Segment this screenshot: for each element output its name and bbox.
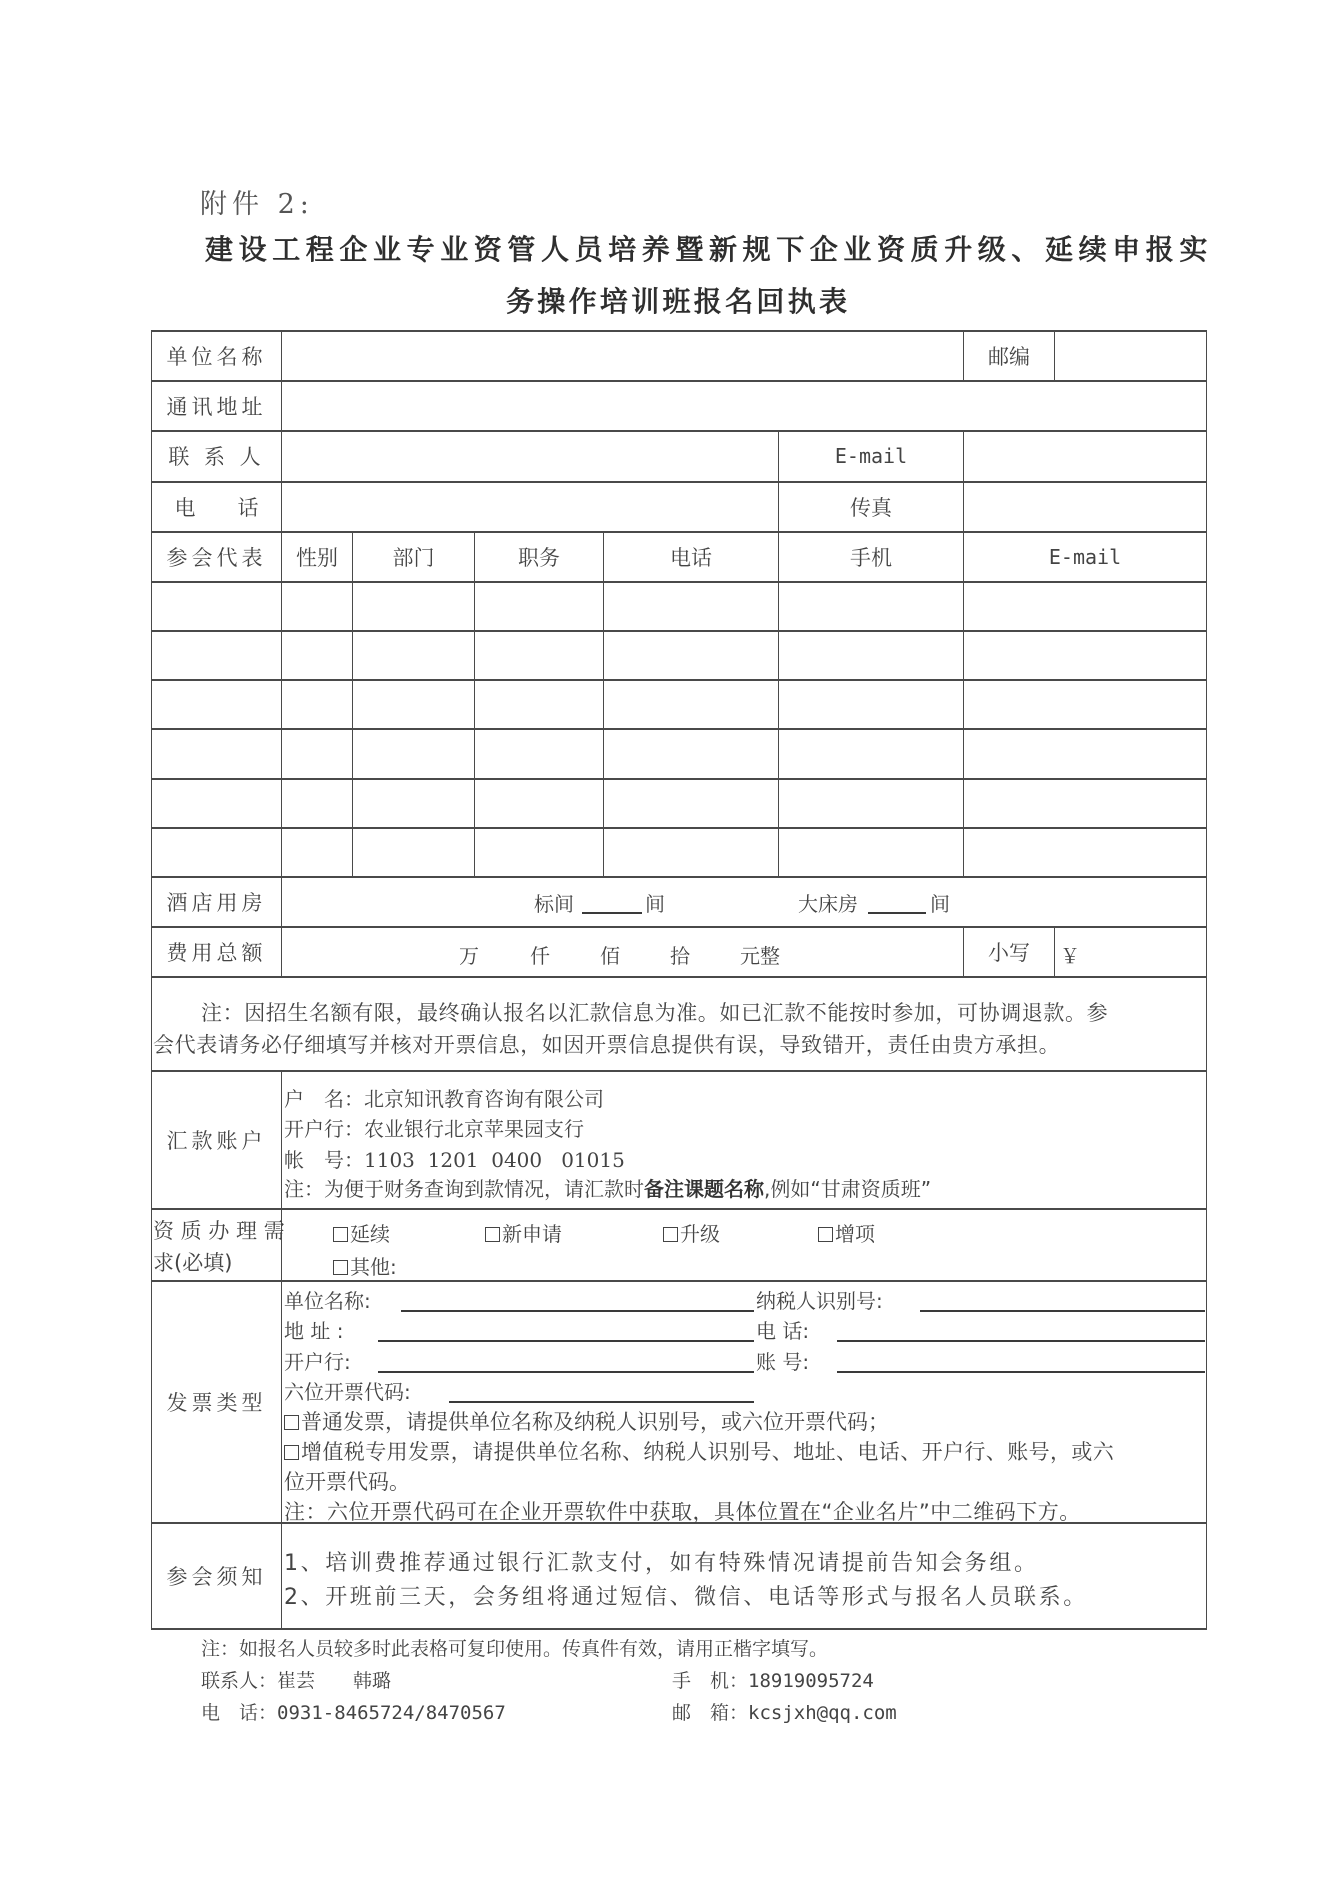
contact-email-field[interactable] [965,432,1205,480]
qualification-label-line2: 求(必填) [153,1251,233,1275]
twin-room-count-field[interactable] [582,912,642,914]
footer-mobile-number: 18919095724 [748,1670,874,1692]
king-room-count-field[interactable] [868,912,926,914]
attendee-header-email: E-mail [1048,544,1122,569]
invoice-bank-label: 开户行: [284,1350,351,1374]
checkbox-icon[interactable] [284,1415,299,1430]
fee-small-label: 小写 [988,940,1030,965]
hotel-label: 酒店用房 [166,890,267,915]
attendee-cell-1[interactable] [283,780,351,826]
bank-row [284,1113,584,1142]
twin-room-prefix: 标间 [534,892,574,916]
attendee-cell-2[interactable] [354,780,473,826]
invoice-address-label: 地 址 : [284,1319,344,1343]
attendee-cell-5[interactable] [780,632,962,678]
attachment-label: 附件 2: [200,189,314,220]
qualification-label-line1: 资 质 办 理 需 [153,1219,285,1243]
checkbox-icon[interactable] [663,1227,678,1242]
footer-phone-number: 0931-8465724/8470567 [277,1702,506,1724]
remittance-label: 汇款账户 [166,1128,267,1153]
checkbox-icon[interactable] [485,1227,500,1242]
fee-unit-yuan: 元整 [740,944,780,968]
checkbox-icon[interactable] [818,1227,833,1242]
attendee-cell-0[interactable] [153,780,280,826]
account-name-row [284,1083,604,1112]
checkbox-icon[interactable] [333,1227,348,1242]
invoice-tax-id-field[interactable] [920,1310,1205,1312]
attendee-cell-6[interactable] [965,681,1205,727]
attendee-header-position: 职务 [518,545,560,570]
invoice-option-vat-line2: 位开票代码。 [284,1470,410,1494]
footer-email [672,1698,897,1725]
attendee-header-rep: 参会代表 [166,545,267,570]
notice-label: 参会须知 [166,1564,267,1589]
account-number-label: 帐 号： [284,1148,364,1172]
invoice-option-normal[interactable] [284,1406,889,1436]
checkbox-icon[interactable] [284,1445,299,1460]
invoice-address-field[interactable] [378,1340,754,1342]
twin-room-suffix: 间 [645,892,665,916]
option-label: 增项 [835,1222,875,1246]
attendee-header-phone: 电话 [670,545,712,570]
table-border [1206,330,1207,1629]
table-border [151,1628,1207,1630]
attendee-header-mobile: 手机 [850,545,892,570]
address-label: 通讯地址 [166,394,267,419]
invoice-label: 发票类型 [166,1390,267,1415]
fee-label: 费用总额 [166,940,267,965]
phone-field[interactable] [283,483,777,530]
attendee-cell-6[interactable] [965,632,1205,678]
fee-unit-bai: 佰 [600,944,620,968]
row-divider [151,1280,1207,1282]
invoice-unit-name-field[interactable] [401,1310,754,1312]
remittance-note-suffix: ,例如“甘肃资质班” [764,1177,932,1201]
fee-amount-field[interactable] [1080,928,1205,975]
attendee-cell-1[interactable] [283,632,351,678]
attendee-cell-1[interactable] [283,583,351,629]
footer-contact-label: 联系人： [201,1670,278,1692]
footer-email-label: 邮 箱： [672,1702,749,1724]
attendee-cell-5[interactable] [780,681,962,727]
fee-unit-shi: 拾 [670,944,690,968]
postcode-label: 邮编 [988,344,1030,369]
option-label: 新申请 [502,1222,562,1246]
row-divider [151,1208,1207,1210]
invoice-phone-field[interactable] [837,1340,1205,1342]
attendee-cell-0[interactable] [153,730,280,776]
account-name: 北京知讯教育咨询有限公司 [364,1087,604,1111]
footer-contact-names: 崔芸 韩璐 [277,1670,392,1692]
invoice-tax-id-label: 纳税人识别号: [756,1289,883,1313]
row-divider [151,876,1207,878]
invoice-option-vat-label: 增值税专用发票，请提供单位名称、纳税人识别号、地址、电话、开户行、账号，或六 [301,1440,1115,1464]
contact-label: 联 系 人 [168,445,265,469]
attendee-cell-2[interactable] [354,632,473,678]
option-other[interactable] [333,1251,397,1280]
row-divider [151,1070,1207,1072]
attendee-cell-4[interactable] [605,780,777,826]
attendee-cell-4[interactable] [605,583,777,629]
attendee-cell-1[interactable] [283,681,351,727]
remittance-note-emphasis: 备注课题名称 [644,1177,764,1201]
attendee-cell-2[interactable] [354,681,473,727]
attendee-cell-0[interactable] [153,681,280,727]
account-number: 1103 1201 0400 01015 [364,1148,625,1172]
invoice-option-vat[interactable] [284,1436,1114,1466]
option-label: 升级 [680,1222,720,1246]
attendee-cell-0[interactable] [153,632,280,678]
contact-email-label: E-mail [834,444,908,468]
attendee-header-gender: 性别 [296,545,338,570]
invoice-bank-field[interactable] [378,1371,754,1373]
attendee-header-department: 部门 [392,545,435,570]
attendee-cell-5[interactable] [780,829,962,875]
note-line2: 会代表请务必仔细填写并核对开票信息，如因开票信息提供有误，导致错开，责任由贵方承担。 [153,1033,1061,1057]
remittance-note [284,1173,931,1202]
currency-symbol: ￥ [1060,944,1080,968]
invoice-unit-name-label: 单位名称: [284,1289,371,1313]
invoice-option-normal-label: 普通发票，请提供单位名称及纳税人识别号，或六位开票代码； [301,1410,889,1434]
row-divider [151,976,1207,978]
attendee-cell-4[interactable] [605,681,777,727]
option-renewal[interactable] [333,1218,390,1247]
fee-unit-wan: 万 [459,944,479,968]
option-new-application[interactable] [485,1218,562,1247]
note-line1: 注：因招生名额有限，最终确认报名以汇款信息为准。如已汇款不能按时参加，可协调退款。参 [201,1001,1109,1025]
attendee-cell-6[interactable] [965,583,1205,629]
attendee-cell-3[interactable] [476,681,602,727]
attendee-cell-1[interactable] [283,730,351,776]
checkbox-icon[interactable] [333,1260,348,1275]
attendee-cell-3[interactable] [476,583,602,629]
invoice-phone-label: 电 话: [756,1319,810,1343]
king-room-suffix: 间 [930,892,950,916]
attendee-cell-4[interactable] [605,632,777,678]
footer-mobile [672,1666,874,1693]
col-divider [281,1070,282,1628]
attendee-cell-3[interactable] [476,780,602,826]
invoice-code-label: 六位开票代码: [284,1380,411,1404]
page-title-line2: 务操作培训班报名回执表 [506,285,851,318]
attendee-cell-2[interactable] [354,730,473,776]
account-name-label: 户 名： [284,1087,364,1111]
attendee-cell-0[interactable] [153,583,280,629]
footer-phone [201,1698,506,1725]
attendee-cell-5[interactable] [780,583,962,629]
attendee-cell-4[interactable] [605,730,777,776]
address-field[interactable] [283,382,1205,429]
remittance-note-prefix: 注：为便于财务查询到款情况，请汇款时 [284,1177,644,1201]
option-label: 延续 [350,1222,390,1246]
footer-note: 注：如报名人员较多时此表格可复印使用。传真件有效，请用正楷字填写。 [201,1638,829,1660]
attendee-cell-0[interactable] [153,829,280,875]
contact-field[interactable] [283,432,777,480]
page-title-line1: 建设工程企业专业资管人员培养暨新规下企业资质升级、延续申报实 [205,233,1214,266]
attendee-cell-3[interactable] [476,730,602,776]
phone-label: 电 话 [174,495,259,520]
option-add-item[interactable] [818,1218,875,1247]
bank-name: 农业银行北京苹果园支行 [364,1117,584,1141]
fee-unit-qian: 仟 [530,944,550,968]
attendee-cell-5[interactable] [780,780,962,826]
king-room-prefix: 大床房 [798,892,858,916]
fax-field[interactable] [965,483,1205,530]
attendee-cell-4[interactable] [605,829,777,875]
attendee-cell-1[interactable] [283,829,351,875]
footer-contact [201,1666,391,1693]
attendee-cell-2[interactable] [354,583,473,629]
notice-item: 1、培训费推荐通过银行汇款支付，如有特殊情况请提前告知会务组。 [284,1551,1039,1576]
attendee-cell-6[interactable] [965,780,1205,826]
attendee-cell-3[interactable] [476,632,602,678]
postcode-field[interactable] [1056,332,1205,379]
attendee-cell-3[interactable] [476,829,602,875]
invoice-account-label: 账 号: [756,1350,810,1374]
bank-label: 开户行： [284,1117,364,1141]
account-number-row [284,1144,625,1173]
fax-label: 传真 [850,495,892,520]
unit-name-label: 单位名称 [166,344,267,369]
attendee-cell-2[interactable] [354,829,473,875]
footer-mobile-label: 手 机： [672,1670,749,1692]
attendee-cell-6[interactable] [965,730,1205,776]
attendee-cell-6[interactable] [965,829,1205,875]
attendee-cell-5[interactable] [780,730,962,776]
invoice-note: 注：六位开票代码可在企业开票软件中获取，具体位置在“企业名片”中二维码下方。 [284,1500,1081,1524]
invoice-account-field[interactable] [837,1371,1205,1373]
col-divider [1054,926,1055,976]
option-label: 其他: [350,1255,397,1279]
notice-item: 2、开班前三天，会务组将通过短信、微信、电话等形式与报名人员联系。 [284,1585,1088,1610]
invoice-code-field[interactable] [449,1401,754,1403]
unit-name-field[interactable] [283,332,962,379]
option-upgrade[interactable] [663,1218,720,1247]
footer-phone-label: 电 话： [201,1702,278,1724]
footer-email-address: kcsjxh@qq.com [748,1702,897,1724]
